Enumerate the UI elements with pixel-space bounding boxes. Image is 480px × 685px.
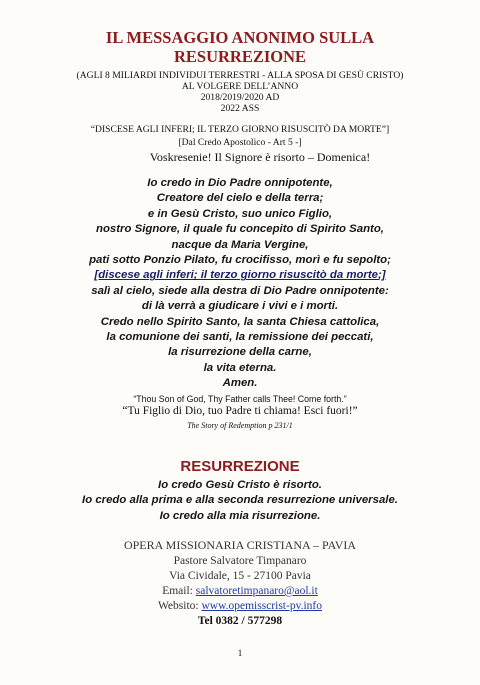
page-number: 1 — [237, 648, 243, 658]
title-line-1: IL MESSAGGIO ANONIMO SULLA — [105, 28, 375, 47]
creed-line: Creatore del cielo e della terra; — [156, 192, 324, 205]
creed-line: nacque da Maria Vergine, — [171, 238, 309, 251]
address: Via Cividale, 15 - 27100 Pavia — [169, 570, 311, 582]
creed-line-highlighted: [discese agli inferi; il terzo giorno risuscitò da morte;] — [94, 269, 386, 282]
quote-line: “DISCESE AGLI INFERI; IL TERZO GIORNO RISUSCITÒ DA MORTE”] — [90, 124, 390, 135]
creed-line: di là verrà a giudicare i vivi e i morti. — [141, 300, 339, 313]
email-link[interactable]: salvatoretimpanaro@aol.it — [195, 585, 318, 597]
quote-source: [Dal Credo Apostolico - Art 5 -] — [178, 137, 302, 148]
creed-line: salì al cielo, siede alla destra di Dio Padre onnipotente: — [91, 284, 389, 297]
creed-line: la vita eterna. — [203, 361, 277, 374]
creed-block — [0, 176, 480, 392]
resurrection-block — [0, 478, 480, 524]
subtitle-line-2: AL VOLGERE DELL’ANNO — [181, 81, 299, 92]
website-label: Websito: — [157, 600, 202, 612]
resurrection-line: Io credo alla prima e alla seconda resurrezione universale. — [82, 494, 398, 507]
creed-line: Credo nello Spirito Santo, la santa Chiesa cattolica, — [100, 315, 380, 328]
creed-line: pati sotto Ponzio Pilato, fu crocifisso, morì e fu sepolto; — [89, 254, 391, 267]
pastor-name: Pastore Salvatore Timpanaro — [173, 555, 307, 567]
ass-line: 2022 ASS — [220, 103, 260, 114]
scripture-reference: The Story of Redemption p 231/1 — [187, 421, 293, 430]
creed-line: la comunione dei santi, la remissione dei peccati, — [106, 331, 374, 344]
resurrection-line: Io credo Gesù Cristo è risorto. — [158, 479, 322, 491]
scripture-english: “Thou Son of God, Thy Father calls Thee! Come forth.” — [133, 394, 347, 404]
title-line-2: RESURREZIONE — [173, 47, 307, 66]
section-heading: RESURREZIONE — [180, 458, 300, 475]
telephone: Tel 0382 / 577298 — [197, 615, 283, 627]
website-row — [0, 600, 480, 612]
creed-line: la risurrezione della carne, — [168, 346, 312, 359]
subtitle-line-1: (AGLI 8 MILIARDI INDIVIDUI TERRESTRI - ALLA SPOSA DI GESÙ CRISTO) — [76, 70, 404, 81]
email-label: Email: — [162, 585, 196, 597]
creed-line: Amen. — [222, 377, 258, 390]
resurrection-line: Io credo alla mia risurrezione. — [159, 509, 321, 522]
scripture-italian: “Tu Figlio di Dio, tuo Padre ti chiama! Esci fuori!” — [122, 405, 358, 417]
creed-line: nostro Signore, il quale fu concepito di Spirito Santo, — [96, 223, 384, 236]
greeting-line: Voskresenie! Il Signore è risorto – Domenica! — [149, 150, 371, 164]
org-name: OPERA MISSIONARIA CRISTIANA – PAVIA — [123, 538, 357, 552]
years-line: 2018/2019/2020 AD — [200, 92, 280, 103]
creed-line: Io credo in Dio Padre onnipotente, — [147, 177, 333, 189]
website-link[interactable]: www.opemisscrist-pv.info — [201, 600, 322, 612]
email-row — [0, 585, 480, 597]
creed-line: e in Gesù Cristo, suo unico Figlio, — [147, 207, 333, 220]
